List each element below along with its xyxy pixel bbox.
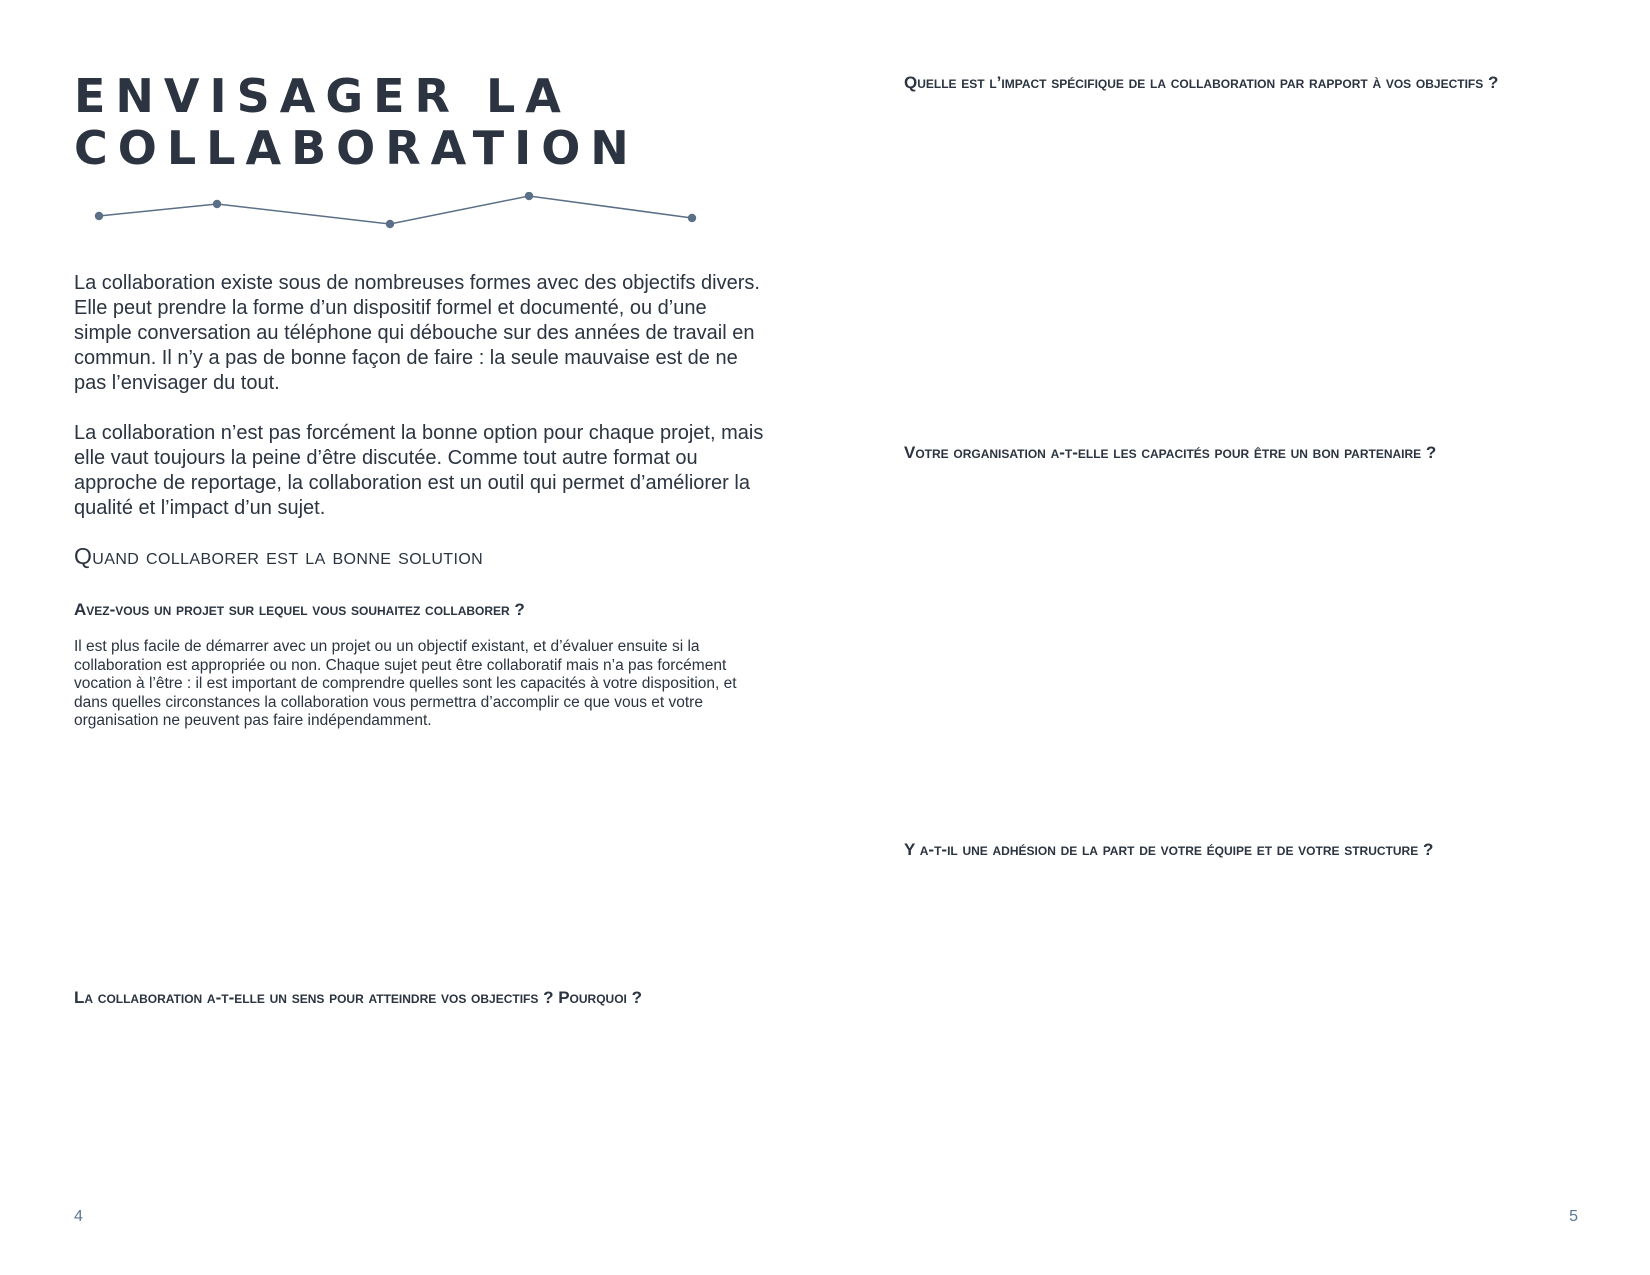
intro-paragraph: La collaboration existe sous de nombreuses formes avec des objectifs divers. Elle peut prendre la forme d’un dispositif formel et documenté, ou d’une simple conversation au téléphone qui débouche sur des années de travail en commun. Il n’y a pas de bonne façon de faire : la seule mauvaise est de ne pas l’envisager du tout. xyxy=(74,272,760,394)
question-heading: Y a-t-il une adhésion de la part de votre équipe et de votre structure ? xyxy=(904,840,1434,859)
divider-node xyxy=(688,214,696,222)
page-number: 4 xyxy=(74,1208,83,1225)
title-line-1: ENVISAGER LA xyxy=(74,69,571,123)
divider-node xyxy=(213,200,221,208)
divider-node xyxy=(95,212,103,220)
question-body-text: Il est plus facile de démarrer avec un projet ou un objectif existant, et d’évaluer ensuite si la collaboration est appropriée ou non. Chaque sujet peut être collaboratif mais n’a pas forcément vocation à l’être : il est important de comprendre quelles sont les capacités à votre disposition, et dans quelles circonstances la collaboration vous permettra d’accomplir ce que vous et votre organisation ne peuvent pas faire indépendamment. xyxy=(74,638,737,729)
question-heading: Quelle est l’impact spécifique de la collaboration par rapport à vos objectifs ? xyxy=(904,73,1499,92)
divider-node xyxy=(525,192,533,200)
section-heading: Quand collaborer est la bonne solution xyxy=(74,543,484,569)
decorative-line-divider xyxy=(80,192,740,240)
right-page xyxy=(825,0,1650,1275)
page-title xyxy=(74,70,639,174)
page-number: 5 xyxy=(1569,1208,1578,1225)
intro-text xyxy=(74,271,764,546)
divider-node xyxy=(386,220,394,228)
intro-paragraph: La collaboration n’est pas forcément la bonne option pour chaque projet, mais elle vaut toujours la peine d’être discutée. Comme tout autre format ou approche de reportage, la collaboration est un outil qui permet d’améliorer la qualité et l’impact d’un sujet. xyxy=(74,422,764,519)
question-heading: Avez-vous un projet sur lequel vous souhaitez collaborer ? xyxy=(74,600,525,619)
question-heading: Votre organisation a-t-elle les capacités pour être un bon partenaire ? xyxy=(904,443,1437,462)
question-heading: La collaboration a-t-elle un sens pour atteindre vos objectifs ? Pourquoi ? xyxy=(74,988,643,1007)
title-line-2: COLLABORATION xyxy=(74,121,639,175)
